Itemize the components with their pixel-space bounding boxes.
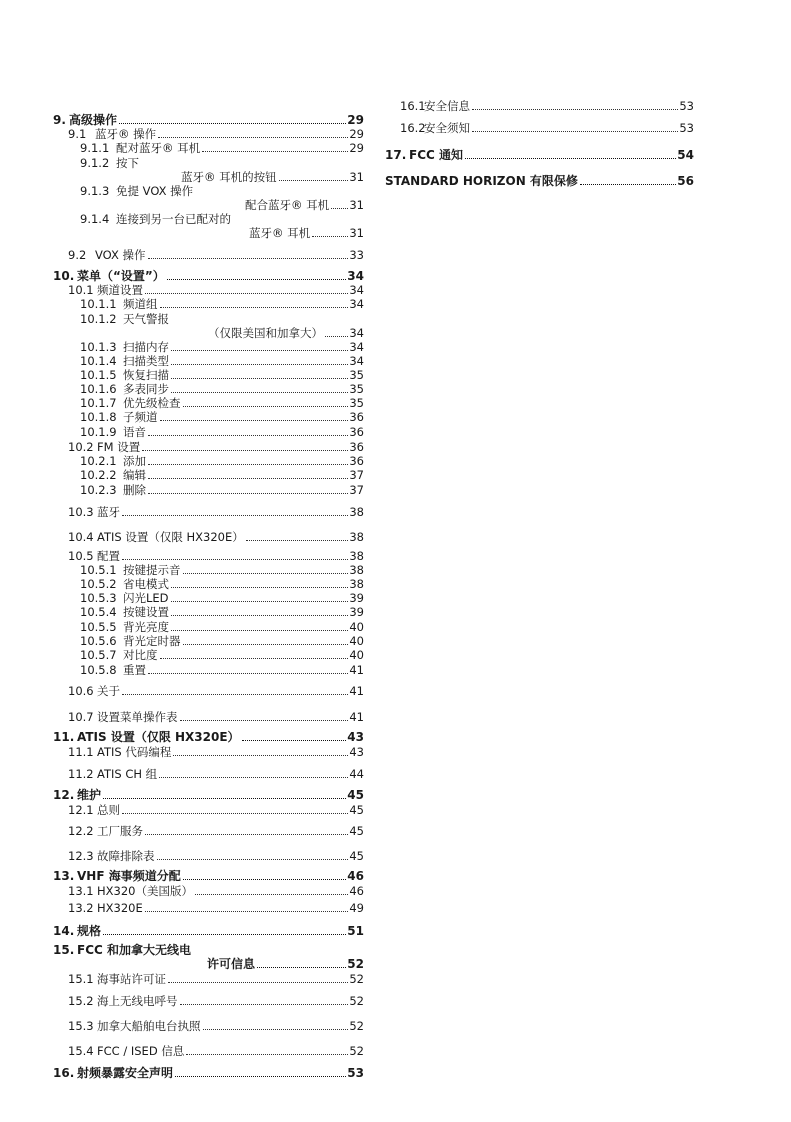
toc-entry-page: 51 bbox=[347, 924, 364, 938]
toc-entry-page: 31 bbox=[349, 198, 364, 212]
toc-entry-page: 35 bbox=[349, 368, 364, 382]
toc-entry-page: 35 bbox=[349, 396, 364, 410]
toc-entry-title: FCC 和加拿大无线电 bbox=[77, 943, 191, 957]
toc-entry-title: 海上无线电呼号 bbox=[97, 994, 178, 1008]
toc-entry-title: VHF 海事频道分配 bbox=[77, 869, 181, 883]
toc-entry[interactable] bbox=[53, 340, 364, 354]
toc-entry-title: 频道设置 bbox=[97, 283, 143, 297]
toc-entry-number: 16.2 bbox=[400, 121, 426, 135]
toc-entry-title: 省电模式 bbox=[123, 577, 169, 591]
toc-entry[interactable] bbox=[53, 354, 364, 368]
toc-entry[interactable] bbox=[53, 634, 364, 648]
leader-dots bbox=[171, 364, 348, 365]
toc-entry[interactable] bbox=[181, 170, 364, 184]
toc-entry[interactable] bbox=[53, 1066, 364, 1080]
leader-dots bbox=[158, 137, 348, 138]
toc-entry[interactable] bbox=[53, 849, 364, 863]
toc-entry[interactable] bbox=[249, 226, 364, 240]
toc-entry-title: 安全须知 bbox=[424, 121, 470, 135]
toc-entry-title: 总则 bbox=[97, 803, 120, 817]
toc-entry-title: 删除 bbox=[123, 483, 146, 497]
toc-entry-number: 10.5 bbox=[68, 549, 94, 563]
toc-entry-page: 45 bbox=[349, 824, 364, 838]
toc-entry-title: 重置 bbox=[123, 663, 146, 677]
toc-entry-page: 34 bbox=[349, 283, 364, 297]
toc-entry[interactable] bbox=[53, 382, 364, 396]
toc-entry[interactable] bbox=[53, 767, 364, 781]
toc-entry-title: VOX 操作 bbox=[95, 248, 146, 262]
toc-entry-number: 16.1 bbox=[400, 99, 426, 113]
toc-entry-number: 14. bbox=[53, 924, 75, 938]
toc-entry-page: 34 bbox=[349, 326, 364, 340]
toc-entry[interactable] bbox=[53, 425, 364, 439]
leader-dots bbox=[145, 293, 348, 294]
leader-dots bbox=[122, 559, 348, 560]
toc-entry-number: 10.1.8 bbox=[80, 410, 117, 424]
toc-entry[interactable] bbox=[53, 972, 364, 986]
toc-entry-page: 34 bbox=[347, 269, 364, 283]
toc-entry[interactable] bbox=[53, 454, 364, 468]
toc-entry-title: 编辑 bbox=[123, 468, 146, 482]
leader-dots bbox=[242, 740, 347, 741]
leader-dots bbox=[183, 644, 349, 645]
toc-entry-page: 52 bbox=[349, 1044, 364, 1058]
toc-entry-title: 添加 bbox=[123, 454, 146, 468]
toc-entry-page: 52 bbox=[349, 1019, 364, 1033]
leader-dots bbox=[180, 720, 349, 721]
toc-entry[interactable] bbox=[53, 577, 364, 591]
toc-entry[interactable] bbox=[385, 148, 694, 162]
leader-dots bbox=[168, 982, 348, 983]
toc-entry-title: 配置 bbox=[97, 549, 120, 563]
toc-entry[interactable] bbox=[53, 184, 193, 198]
leader-dots bbox=[183, 573, 349, 574]
toc-entry-title: 多表同步 bbox=[123, 382, 169, 396]
toc-entry-title-continued: 许可信息 bbox=[207, 957, 256, 971]
toc-entry-number: 16. bbox=[53, 1066, 75, 1080]
toc-entry[interactable] bbox=[53, 591, 364, 605]
toc-entry-page: 45 bbox=[349, 849, 364, 863]
toc-entry-number: 13.2 bbox=[68, 901, 94, 915]
toc-entry-number: 10.1.4 bbox=[80, 354, 117, 368]
toc-entry-page: 53 bbox=[679, 99, 694, 113]
toc-entry-title: FCC / ISED 信息 bbox=[97, 1044, 185, 1058]
toc-entry-number: 9.1.4 bbox=[80, 212, 110, 226]
toc-entry-title: 子频道 bbox=[123, 410, 158, 424]
toc-entry[interactable] bbox=[53, 549, 364, 563]
leader-dots bbox=[103, 798, 346, 799]
toc-entry[interactable] bbox=[53, 297, 364, 311]
toc-entry-title: 菜单（“设置”） bbox=[77, 269, 165, 283]
toc-entry-title-continued: 蓝牙® 耳机 bbox=[249, 226, 311, 240]
toc-entry-title-continued: 蓝牙® 耳机的按钮 bbox=[181, 170, 277, 184]
toc-entry-page: 36 bbox=[349, 410, 364, 424]
toc-entry-number: 9.1 bbox=[68, 127, 87, 141]
toc-entry[interactable] bbox=[53, 620, 364, 634]
toc-entry-title: 扫描类型 bbox=[123, 354, 169, 368]
leader-dots bbox=[122, 694, 348, 695]
toc-entry-title: 故障排除表 bbox=[97, 849, 155, 863]
toc-entry-title: HX320E bbox=[97, 901, 143, 915]
toc-entry-title: 语音 bbox=[123, 425, 146, 439]
toc-entry[interactable] bbox=[53, 283, 364, 297]
toc-entry-number: 11. bbox=[53, 730, 75, 744]
toc-entry-page: 36 bbox=[349, 425, 364, 439]
toc-entry-title: 规格 bbox=[77, 924, 102, 938]
toc-entry-number: 10.5.2 bbox=[80, 577, 117, 591]
leader-dots bbox=[472, 109, 678, 110]
toc-entry-page: 38 bbox=[349, 505, 364, 519]
toc-entry-number: 9.1.3 bbox=[80, 184, 110, 198]
toc-entry-title: 按键提示音 bbox=[123, 563, 181, 577]
toc-entry[interactable] bbox=[53, 884, 364, 898]
leader-dots bbox=[122, 813, 348, 814]
toc-entry-title: 扫描内存 bbox=[123, 340, 169, 354]
toc-entry[interactable] bbox=[207, 957, 364, 971]
toc-entry-page: 29 bbox=[347, 113, 364, 127]
toc-entry-page: 52 bbox=[349, 972, 364, 986]
toc-entry-title: 配对蓝牙® 耳机 bbox=[116, 141, 201, 155]
toc-entry-page: 33 bbox=[349, 248, 364, 262]
toc-entry-page: 40 bbox=[349, 620, 364, 634]
toc-entry-title: 蓝牙® 操作 bbox=[95, 127, 157, 141]
toc-entry[interactable] bbox=[53, 440, 364, 454]
toc-entry-title: STANDARD HORIZON 有限保修 bbox=[385, 174, 578, 188]
toc-entry-number: 10.5.7 bbox=[80, 648, 117, 662]
toc-entry-page: 44 bbox=[349, 767, 364, 781]
toc-entry[interactable] bbox=[53, 410, 364, 424]
toc-entry-title: 高级操作 bbox=[69, 113, 118, 127]
toc-entry-page: 52 bbox=[349, 994, 364, 1008]
toc-entry-page: 39 bbox=[349, 591, 364, 605]
toc-entry[interactable] bbox=[53, 141, 364, 155]
toc-entry-number: 10.3 bbox=[68, 505, 94, 519]
toc-entry-number: 12. bbox=[53, 788, 75, 802]
toc-entry[interactable] bbox=[53, 113, 364, 127]
toc-entry-number: 10. bbox=[53, 269, 75, 283]
leader-dots bbox=[159, 777, 348, 778]
toc-entry[interactable] bbox=[208, 326, 364, 340]
toc-entry-title: ATIS 设置（仅限 HX320E） bbox=[77, 730, 240, 744]
toc-entry-title: 免提 VOX 操作 bbox=[116, 184, 194, 198]
toc-entry-number: 10.1.3 bbox=[80, 340, 117, 354]
toc-entry-title: 对比度 bbox=[123, 648, 158, 662]
toc-entry-number: 10.2.1 bbox=[80, 454, 117, 468]
toc-entry[interactable] bbox=[53, 824, 364, 838]
leader-dots bbox=[171, 615, 348, 616]
toc-entry-number: 15.4 bbox=[68, 1044, 94, 1058]
toc-entry-number: 10.2 bbox=[68, 440, 94, 454]
toc-entry[interactable] bbox=[53, 563, 364, 577]
toc-entry-page: 34 bbox=[349, 354, 364, 368]
toc-entry-number: 10.1.1 bbox=[80, 297, 117, 311]
toc-entry-number: 10.1.5 bbox=[80, 368, 117, 382]
toc-entry-page: 36 bbox=[349, 440, 364, 454]
toc-entry-number: 9.1.2 bbox=[80, 156, 110, 170]
leader-dots bbox=[175, 1076, 346, 1077]
toc-entry-title: 安全信息 bbox=[424, 99, 470, 113]
toc-entry-number: 10.5.8 bbox=[80, 663, 117, 677]
leader-dots bbox=[171, 601, 349, 602]
toc-entry-title: 天气警报 bbox=[123, 312, 169, 326]
leader-dots bbox=[180, 1004, 349, 1005]
toc-entry-title: 按下 bbox=[116, 156, 139, 170]
leader-dots bbox=[186, 1054, 348, 1055]
toc-entry[interactable] bbox=[53, 745, 364, 759]
toc-entry[interactable] bbox=[53, 248, 364, 262]
toc-entry-title-continued: 配合蓝牙® 耳机 bbox=[245, 198, 330, 212]
toc-entry-page: 53 bbox=[347, 1066, 364, 1080]
toc-entry-page: 39 bbox=[349, 605, 364, 619]
toc-entry-number: 10.1.7 bbox=[80, 396, 117, 410]
toc-entry-page: 38 bbox=[349, 530, 364, 544]
toc-entry-number: 10.2.3 bbox=[80, 483, 117, 497]
toc-entry-number: 11.2 bbox=[68, 767, 94, 781]
leader-dots bbox=[331, 208, 348, 209]
leader-dots bbox=[142, 450, 348, 451]
leader-dots bbox=[160, 420, 349, 421]
leader-dots bbox=[145, 911, 349, 912]
toc-entry-page: 40 bbox=[349, 634, 364, 648]
leader-dots bbox=[171, 378, 348, 379]
toc-entry[interactable] bbox=[385, 174, 694, 188]
leader-dots bbox=[171, 630, 348, 631]
toc-entry-page: 54 bbox=[677, 148, 694, 162]
toc-entry-page: 40 bbox=[349, 648, 364, 662]
toc-entry-page: 49 bbox=[349, 901, 364, 915]
toc-entry-page: 46 bbox=[347, 869, 364, 883]
leader-dots bbox=[157, 859, 349, 860]
toc-entry-page: 46 bbox=[349, 884, 364, 898]
toc-entry-page: 41 bbox=[349, 663, 364, 677]
toc-entry-page: 34 bbox=[349, 297, 364, 311]
leader-dots bbox=[183, 406, 349, 407]
leader-dots bbox=[122, 515, 348, 516]
leader-dots bbox=[167, 279, 347, 280]
toc-entry-number: 10.5.5 bbox=[80, 620, 117, 634]
toc-entry-page: 31 bbox=[349, 170, 364, 184]
leader-dots bbox=[202, 151, 348, 152]
toc-entry[interactable] bbox=[53, 788, 364, 802]
toc-entry-number: 10.1.2 bbox=[80, 312, 117, 326]
toc-entry-page: 38 bbox=[349, 563, 364, 577]
toc-entry-title: 蓝牙 bbox=[97, 505, 120, 519]
toc-entry[interactable] bbox=[53, 1019, 364, 1033]
leader-dots bbox=[325, 336, 348, 337]
toc-entry-number: 11.1 bbox=[68, 745, 94, 759]
toc-entry-title: 加拿大船舶电台执照 bbox=[97, 1019, 201, 1033]
toc-entry[interactable] bbox=[53, 663, 364, 677]
toc-entry[interactable] bbox=[53, 396, 364, 410]
toc-entry-page: 29 bbox=[349, 141, 364, 155]
leader-dots bbox=[160, 658, 349, 659]
toc-entry-number: 10.1.9 bbox=[80, 425, 117, 439]
leader-dots bbox=[148, 464, 348, 465]
leader-dots bbox=[148, 258, 349, 259]
toc-entry-page: 43 bbox=[347, 730, 364, 744]
leader-dots bbox=[580, 184, 676, 185]
toc-entry-page: 31 bbox=[349, 226, 364, 240]
toc-entry-number: 13. bbox=[53, 869, 75, 883]
toc-entry-page: 35 bbox=[349, 382, 364, 396]
toc-entry[interactable] bbox=[53, 994, 364, 1008]
toc-entry-number: 9.2 bbox=[68, 248, 87, 262]
toc-entry[interactable] bbox=[385, 121, 694, 135]
toc-entry-page: 34 bbox=[349, 340, 364, 354]
toc-entry-number: 9.1.1 bbox=[80, 141, 110, 155]
toc-entry-title: ATIS 代码编程 bbox=[97, 745, 172, 759]
leader-dots bbox=[195, 894, 348, 895]
toc-entry-number: 10.5.6 bbox=[80, 634, 117, 648]
toc-entry-page: 37 bbox=[349, 468, 364, 482]
toc-entry-number: 15.3 bbox=[68, 1019, 94, 1033]
leader-dots bbox=[148, 493, 348, 494]
toc-entry-number: 12.1 bbox=[68, 803, 94, 817]
toc-entry-title: 射频暴露安全声明 bbox=[77, 1066, 174, 1080]
toc-entry-number: 10.6 bbox=[68, 684, 94, 698]
toc-entry-title: 背光亮度 bbox=[123, 620, 169, 634]
leader-dots bbox=[171, 587, 348, 588]
leader-dots bbox=[103, 934, 346, 935]
toc-entry-title-continued: （仅限美国和加拿大） bbox=[208, 326, 323, 340]
toc-entry-number: 15.2 bbox=[68, 994, 94, 1008]
leader-dots bbox=[472, 131, 678, 132]
toc-entry-title: ATIS CH 组 bbox=[97, 767, 158, 781]
toc-entry-number: 10.5.3 bbox=[80, 591, 117, 605]
toc-entry-title: HX320（美国版） bbox=[97, 884, 193, 898]
leader-dots bbox=[173, 755, 348, 756]
toc-entry[interactable] bbox=[385, 99, 694, 113]
toc-entry[interactable] bbox=[53, 212, 231, 226]
toc-entry[interactable] bbox=[53, 156, 139, 170]
toc-entry-title: FCC 通知 bbox=[409, 148, 463, 162]
toc-entry-page: 38 bbox=[349, 549, 364, 563]
toc-entry-title: ATIS 设置（仅限 HX320E） bbox=[97, 530, 244, 544]
toc-entry[interactable] bbox=[53, 924, 364, 938]
toc-entry-page: 36 bbox=[349, 454, 364, 468]
toc-entry-title: 工厂服务 bbox=[97, 824, 143, 838]
leader-dots bbox=[148, 435, 348, 436]
toc-entry-number: 12.3 bbox=[68, 849, 94, 863]
toc-entry-number: 10.7 bbox=[68, 710, 94, 724]
toc-entry-title: 关于 bbox=[97, 684, 120, 698]
toc-entry-title: 维护 bbox=[77, 788, 102, 802]
toc-entry-number: 10.1.6 bbox=[80, 382, 117, 396]
toc-entry[interactable] bbox=[53, 648, 364, 662]
toc-entry-title: 设置菜单操作表 bbox=[97, 710, 178, 724]
toc-entry-number: 10.1 bbox=[68, 283, 94, 297]
toc-entry-number: 17. bbox=[385, 148, 407, 162]
toc-entry[interactable] bbox=[53, 869, 364, 883]
toc-entry[interactable] bbox=[53, 468, 364, 482]
toc-entry-page: 43 bbox=[349, 745, 364, 759]
toc-entry[interactable] bbox=[53, 943, 191, 957]
toc-entry[interactable] bbox=[53, 483, 364, 497]
leader-dots bbox=[145, 834, 348, 835]
toc-entry-page: 29 bbox=[349, 127, 364, 141]
toc-entry-title: 闪光LED bbox=[123, 591, 169, 605]
toc-entry-number: 10.2.2 bbox=[80, 468, 117, 482]
toc-entry-title: 恢复扫描 bbox=[123, 368, 169, 382]
toc-entry-title: 按键设置 bbox=[123, 605, 169, 619]
toc-entry-page: 41 bbox=[349, 684, 364, 698]
toc-entry-page: 41 bbox=[349, 710, 364, 724]
leader-dots bbox=[465, 158, 676, 159]
leader-dots bbox=[160, 307, 349, 308]
toc-entry-number: 10.5.4 bbox=[80, 605, 117, 619]
leader-dots bbox=[203, 1029, 349, 1030]
toc-entry-title: 背光定时器 bbox=[123, 634, 181, 648]
toc-entry-number: 10.4 bbox=[68, 530, 94, 544]
leader-dots bbox=[119, 123, 346, 124]
toc-entry-number: 10.5.1 bbox=[80, 563, 117, 577]
toc-entry[interactable] bbox=[53, 127, 364, 141]
toc-entry-page: 45 bbox=[349, 803, 364, 817]
toc-entry[interactable] bbox=[53, 269, 364, 283]
toc-entry[interactable] bbox=[53, 605, 364, 619]
leader-dots bbox=[257, 967, 346, 968]
toc-entry[interactable] bbox=[245, 198, 364, 212]
toc-entry-title: 连接到另一台已配对的 bbox=[116, 212, 231, 226]
toc-entry-title: 海事站许可证 bbox=[97, 972, 166, 986]
leader-dots bbox=[148, 673, 348, 674]
leader-dots bbox=[183, 879, 347, 880]
toc-entry[interactable] bbox=[53, 730, 364, 744]
toc-entry[interactable] bbox=[53, 710, 364, 724]
toc-entry[interactable] bbox=[53, 530, 364, 544]
leader-dots bbox=[312, 236, 348, 237]
leader-dots bbox=[246, 540, 349, 541]
toc-entry[interactable] bbox=[53, 312, 169, 326]
toc-entry-page: 38 bbox=[349, 577, 364, 591]
toc-entry[interactable] bbox=[53, 684, 364, 698]
toc-entry-page: 37 bbox=[349, 483, 364, 497]
toc-entry[interactable] bbox=[53, 1044, 364, 1058]
toc-entry-number: 13.1 bbox=[68, 884, 94, 898]
toc-entry[interactable] bbox=[53, 803, 364, 817]
toc-entry[interactable] bbox=[53, 505, 364, 519]
leader-dots bbox=[171, 350, 348, 351]
toc-entry[interactable] bbox=[53, 368, 364, 382]
toc-entry-title: 频道组 bbox=[123, 297, 158, 311]
toc-entry-title: 优先级检查 bbox=[123, 396, 181, 410]
toc-entry[interactable] bbox=[53, 901, 364, 915]
toc-entry-page: 52 bbox=[347, 957, 364, 971]
toc-entry-number: 15.1 bbox=[68, 972, 94, 986]
leader-dots bbox=[148, 478, 348, 479]
toc-entry-number: 15. bbox=[53, 943, 75, 957]
toc-entry-page: 56 bbox=[677, 174, 694, 188]
toc-entry-number: 9. bbox=[53, 113, 66, 127]
leader-dots bbox=[171, 392, 348, 393]
toc-entry-page: 53 bbox=[679, 121, 694, 135]
toc-entry-page: 45 bbox=[347, 788, 364, 802]
toc-entry-title: FM 设置 bbox=[97, 440, 141, 454]
leader-dots bbox=[279, 180, 349, 181]
toc-entry-number: 12.2 bbox=[68, 824, 94, 838]
